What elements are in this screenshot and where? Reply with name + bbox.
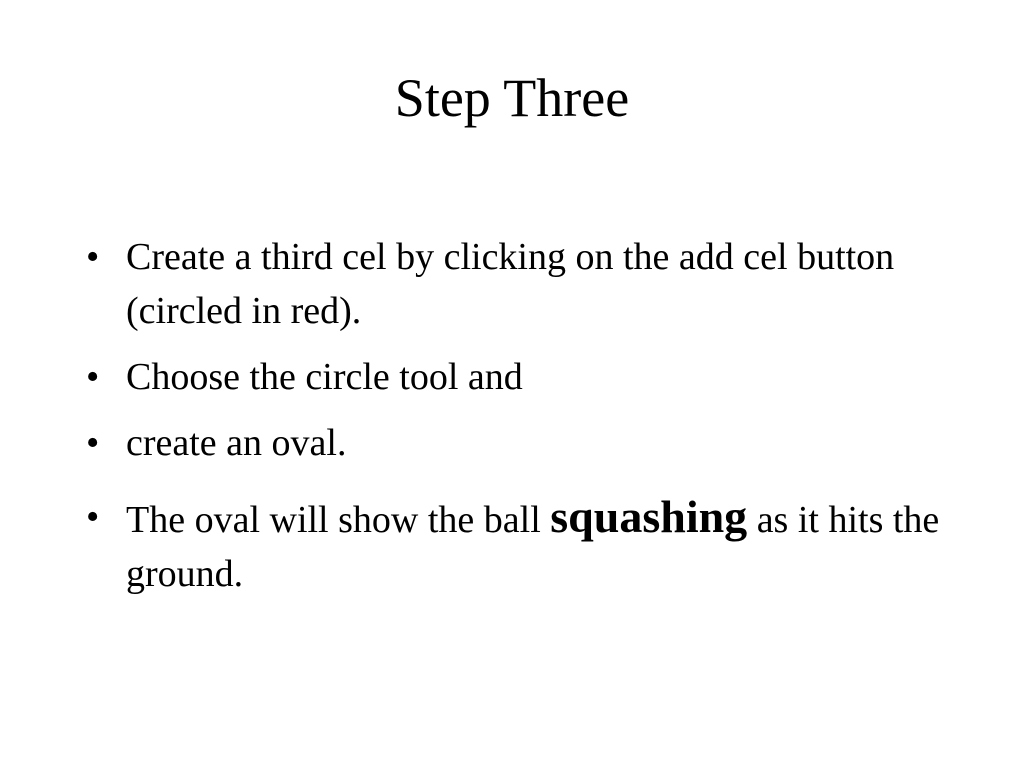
bullet-icon: • [86, 236, 100, 278]
slide-title: Step Three [394, 68, 630, 128]
bullet-item-squashing [86, 490, 946, 601]
bullet-text: Create a third cel by clicking on the add cel button (circled in red). [126, 236, 895, 332]
bullet-item-create-oval [86, 416, 946, 470]
bullet-text-before: The oval will show the ball [126, 499, 551, 541]
bullet-text: create an oval. [126, 422, 347, 464]
bullet-item-add-cel [86, 230, 946, 338]
bullet-icon: • [86, 422, 100, 464]
bullet-list [86, 230, 946, 601]
bullet-item-circle-tool [86, 350, 946, 404]
bullet-text: Choose the circle tool and [126, 356, 523, 398]
bullet-icon: • [86, 496, 100, 538]
bullet-text-after: as it hits the ground. [126, 499, 940, 595]
bullet-icon: • [86, 356, 100, 398]
emphasized-word: squashing [550, 491, 748, 542]
